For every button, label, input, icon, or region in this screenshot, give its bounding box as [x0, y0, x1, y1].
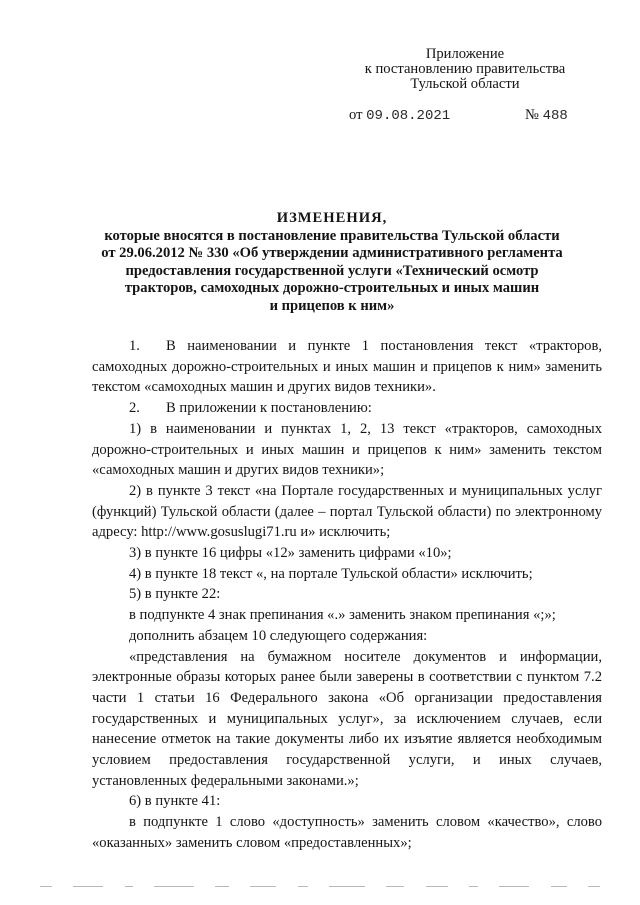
date-number-line: [349, 107, 579, 124]
document-number-group: [525, 107, 568, 124]
body-paragraph: дополнить абзацем 10 следующего содержания:: [129, 627, 428, 644]
body-paragraph: «представления на бумажном носителе документов и информации, электронные образы которых ранее были заверены в соответствии с пунктом 7.2 части 1 статьи 16 Федерального закона «Об организации предоставления государственных и муниципальных услуг», за исключением случаев, если нанесение отметок на такие документы либо их изъятие является необходимым условием предоставления государственной услуги, и иных случаев, установленных федеральными законами.»;: [92, 648, 602, 789]
paragraph-text: В наименовании и пункте 1 постановления текст «тракторов, самоходных дорожно-строительных и иных машин и прицепов к ним» заменить текстом «самоходных машин и других видов техники».: [92, 338, 602, 396]
body-paragraph-2: [92, 398, 602, 419]
body-paragraph: 3) в пункте 16 цифры «12» заменить цифрами «10»;: [129, 545, 452, 562]
paragraph-number: 2.: [129, 400, 140, 417]
heading-line: предоставления государственной услуги «Технический осмотр: [125, 262, 539, 279]
body-paragraph: 4) в пункте 18 текст «, на портале Тульской области» исключить;: [129, 565, 533, 582]
heading-title: ИЗМЕНЕНИЯ,: [276, 210, 388, 226]
body-paragraph: 6) в пункте 41:: [129, 793, 221, 810]
body-paragraph: в подпункте 4 знак препинания «.» заменить знаком препинания «;»;: [129, 607, 556, 624]
body-paragraph: в подпункте 1 слово «доступность» заменить словом «качество», слово «оказанных» заменить словом «предоставленных»;: [92, 814, 602, 851]
appendix-line-1: Приложение: [425, 46, 505, 62]
heading-line: и прицепов к ним»: [269, 297, 395, 314]
paragraph-number: 1.: [129, 338, 140, 354]
document-heading: [92, 210, 572, 316]
date-from-label: от: [349, 107, 363, 123]
body-paragraph: 5) в пункте 22:: [129, 586, 221, 603]
document-body: [92, 336, 602, 854]
heading-line: тракторов, самоходных дорожно-строительных и иных машин: [124, 280, 540, 297]
document-date: 09.08.2021: [366, 108, 451, 124]
appendix-line-2: к постановлению правительства: [364, 61, 566, 77]
heading-line: которые вносятся в постановление правительства Тульской области: [104, 227, 560, 244]
appendix-header: [350, 47, 580, 92]
document-number: 488: [542, 108, 568, 124]
heading-line: от 29.06.2012 № 330 «Об утверждении административного регламента: [101, 245, 563, 262]
body-paragraph: 2) в пункте 3 текст «на Портале государственных и муниципальных услуг (функций) Тульской области (далее – портал Тульской области) по электронному адресу: http://www.gosuslugi71.ru и» исключить;: [92, 482, 602, 541]
body-paragraph: 1) в наименовании и пунктах 1, 2, 13 текст «тракторов, самоходных дорожно-строительных и иных машин и прицепов к ним» заменить текстом «самоходных машин и других видов техники»;: [92, 420, 602, 479]
document-number-label: №: [525, 107, 539, 123]
paragraph-text: В приложении к постановлению:: [166, 400, 372, 417]
appendix-line-3: Тульской области: [410, 76, 520, 92]
body-paragraph-1: [92, 336, 602, 398]
scan-artifact-line: [40, 883, 600, 889]
